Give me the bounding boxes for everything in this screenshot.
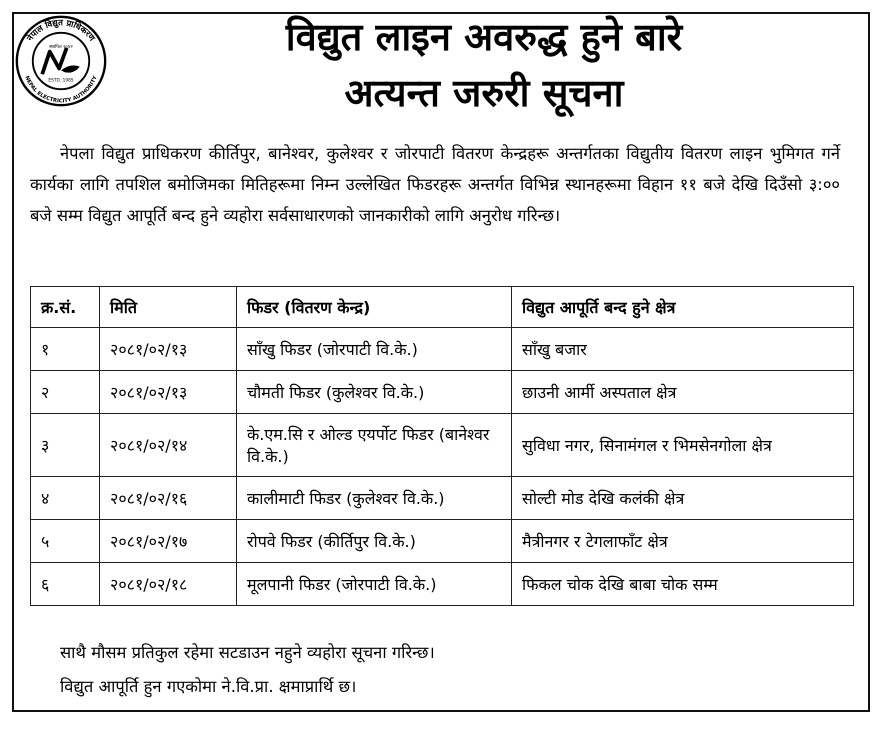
footer-line-2: विद्युत आपूर्ति हुन गएकोमा ने.वि.प्रा. क्षमाप्रार्थि छ। [60, 677, 357, 696]
cell-feeder: कालीमाटी फिडर (कुलेश्वर वि.के.) [237, 477, 512, 520]
cell-feeder: मूलपानी फिडर (जोरपाटी वि.के.) [237, 563, 512, 606]
cell-area: साँखु बजार [512, 328, 854, 371]
table-row [31, 477, 854, 520]
table-row [31, 414, 854, 477]
logo-bottom-text: NEPAL ELECTRICITY AUTHORITY [23, 75, 99, 105]
cell-sn: १ [31, 328, 100, 371]
cell-feeder: के.एम.सि र ओल्ड एयर्पोट फिडर (बानेश्वर वि.के.) [237, 414, 512, 477]
cell-sn: ३ [31, 414, 100, 477]
cell-area: सुविधा नगर, सिनामंगल र भिमसेनगोला क्षेत्र [512, 414, 854, 477]
table-row [31, 371, 854, 414]
header-area: विद्युत आपूर्ति बन्द हुने क्षेत्र [512, 287, 854, 328]
logo-estd: ESTD. 1985 [48, 78, 74, 84]
table-row [31, 520, 854, 563]
cell-sn: २ [31, 371, 100, 414]
cell-date: २०८१/०२/१३ [100, 371, 237, 414]
cell-feeder: चौमती फिडर (कुलेश्वर वि.के.) [237, 371, 512, 414]
cell-date: २०८१/०२/१८ [100, 563, 237, 606]
cell-area: सोल्टी मोड देखि कलंकी क्षेत्र [512, 477, 854, 520]
table-row [31, 328, 854, 371]
cell-sn: ५ [31, 520, 100, 563]
logo-inner-text: स्थापित २०४२ [49, 44, 73, 50]
cell-area: मैत्रीनगर र टेगलाफाँट क्षेत्र [512, 520, 854, 563]
cell-date: २०८१/०२/१३ [100, 328, 237, 371]
cell-feeder: रोपवे फिडर (कीर्तिपुर वि.के.) [237, 520, 512, 563]
heading-line-2: अत्यन्त जरुरी सूचना [344, 71, 624, 115]
svg-text:नेपाल विद्युत प्राधिकरण [24, 17, 98, 43]
logo-top-text: नेपाल विद्युत प्राधिकरण [24, 17, 98, 43]
intro-paragraph [30, 138, 840, 231]
nea-logo [14, 14, 108, 108]
table-row [31, 563, 854, 606]
cell-sn: ६ [31, 563, 100, 606]
cell-date: २०८१/०२/१६ [100, 477, 237, 520]
outage-schedule-table [30, 286, 854, 606]
header-feeder: फिडर (वितरण केन्द्र) [237, 287, 512, 328]
heading-line-1: विद्युत लाइन अवरुद्ध हुने बारे [285, 15, 683, 59]
cell-date: २०८१/०२/१७ [100, 520, 237, 563]
header-date: मिति [100, 287, 237, 328]
footer-line-1: साथै मौसम प्रतिकुल रहेमा सटडाउन नहुने व्यहोरा सूचना गरिन्छ। [60, 643, 435, 662]
cell-area: फिकल चोक देखि बाबा चोक सम्म [512, 563, 854, 606]
cell-sn: ४ [31, 477, 100, 520]
table-header-row [31, 287, 854, 328]
cell-feeder: साँखु फिडर (जोरपाटी वि.के.) [237, 328, 512, 371]
cell-area: छाउनी आर्मी अस्पताल क्षेत्र [512, 371, 854, 414]
header-sn: क्र.सं. [31, 287, 100, 328]
river-mark-icon [61, 65, 80, 72]
cell-date: २०८१/०२/१४ [100, 414, 237, 477]
intro-text: नेपला विद्युत प्राधिकरण कीर्तिपुर, बानेश्वर, कुलेश्वर र जोरपाटी वितरण केन्द्रहरू अन्तर्गतका विद्युतीय वितरण लाइन भुमिगत गर्ने कार्यका लागि तपशिल बमोजिमका मितिहरूमा निम्न उल्लेखित फिडरहरू अन्तर्गत विभिन्न स्थानहरूमा विहान ११ बजे देखि दिउँसो ३:०० बजे सम्म विद्युत आपूर्ति बन्द हुने व्यहोरा सर्वसाधारणको जानकारीको लागि अनुरोध गरिन्छ। [30, 144, 840, 225]
